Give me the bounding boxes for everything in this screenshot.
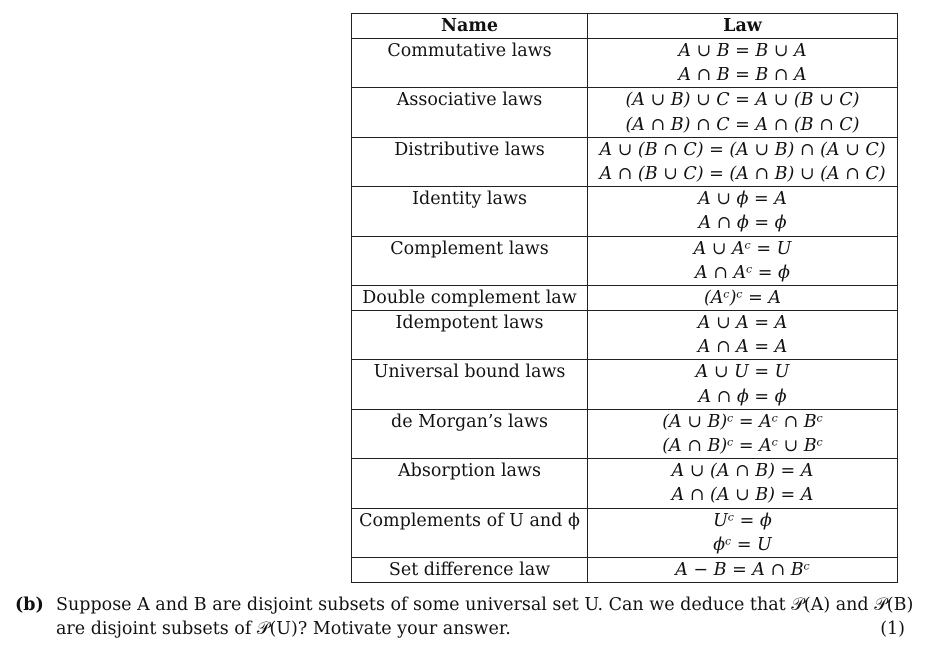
law-formula: A ∩ (B ∪ C) = (A ∩ B) ∪ (A ∩ C) xyxy=(599,163,886,184)
law-formula: A ∪ ϕ = A xyxy=(698,189,787,210)
law-formula-cell xyxy=(588,508,898,557)
law-name-cell: de Morgan’s laws xyxy=(352,409,588,458)
law-formula: A ∪ B = B ∪ A xyxy=(678,41,807,61)
law-formula: A ∪ U = U xyxy=(695,362,790,383)
table-row xyxy=(352,557,898,582)
law-formula: A ∩ (A ∪ B) = A xyxy=(671,485,814,506)
table-body xyxy=(352,39,898,583)
table-row xyxy=(352,508,898,557)
table-row xyxy=(352,409,898,458)
law-formula-cell xyxy=(588,236,898,285)
name-column-header: Name xyxy=(352,14,588,39)
law-name-cell: Idempotent laws xyxy=(352,311,588,360)
question-text-line-1: Suppose A and B are disjoint subsets of some universal set U. Can we deduce that 𝒫(A) and 𝒫(B) xyxy=(56,595,914,615)
law-formula: (Aᶜ)ᶜ = A xyxy=(703,287,782,308)
law-formula-cell xyxy=(588,187,898,236)
law-name-cell: Set difference law xyxy=(352,557,588,582)
law-formula: Uᶜ = ϕ xyxy=(713,510,772,531)
law-name-cell: Absorption laws xyxy=(352,459,588,508)
law-formula: (A ∩ B) ∩ C = A ∩ (B ∩ C) xyxy=(625,114,860,135)
law-formula: A ∩ A = A xyxy=(697,337,788,358)
law-name-cell: Complement laws xyxy=(352,236,588,285)
table-header-row xyxy=(352,14,898,39)
law-formula: ϕᶜ = U xyxy=(713,534,772,555)
law-formula-cell xyxy=(588,137,898,186)
law-formula: A ∪ Aᶜ = U xyxy=(693,238,792,259)
law-formula: A ∩ ϕ = ϕ xyxy=(698,386,787,407)
law-name-cell: Complements of U and ϕ xyxy=(352,508,588,557)
table-row xyxy=(352,360,898,409)
question-text-line-2: are disjoint subsets of 𝒫(U)? Motivate your answer. xyxy=(56,619,511,639)
table-row xyxy=(352,39,898,88)
law-formula-cell xyxy=(588,311,898,360)
question-label: (b) xyxy=(15,595,44,615)
law-formula: A ∪ A = A xyxy=(697,313,788,334)
law-formula: (A ∩ B)ᶜ = Aᶜ ∪ Bᶜ xyxy=(662,436,823,456)
law-formula: (A ∪ B) ∪ C = A ∪ (B ∪ C) xyxy=(625,90,860,111)
law-column-header: Law xyxy=(588,14,898,39)
table-row xyxy=(352,137,898,186)
set-laws-table xyxy=(351,13,898,583)
table-row xyxy=(352,187,898,236)
table-row xyxy=(352,236,898,285)
question-marks: (1) xyxy=(880,619,905,639)
law-formula: A − B = A ∩ Bᶜ xyxy=(675,559,810,580)
law-formula-cell xyxy=(588,459,898,508)
law-name-cell: Double complement law xyxy=(352,285,588,310)
law-name-cell: Distributive laws xyxy=(352,137,588,186)
law-formula-cell xyxy=(588,285,898,310)
law-name-cell: Identity laws xyxy=(352,187,588,236)
law-formula-cell xyxy=(588,409,898,458)
law-formula: A ∩ B = B ∩ A xyxy=(678,65,807,86)
table-row xyxy=(352,311,898,360)
law-formula: A ∩ Aᶜ = ϕ xyxy=(695,262,790,283)
table-row xyxy=(352,285,898,310)
table-row xyxy=(352,88,898,137)
law-formula: (A ∪ B)ᶜ = Aᶜ ∩ Bᶜ xyxy=(662,411,823,432)
law-formula: A ∪ (A ∩ B) = A xyxy=(671,461,814,482)
law-formula-cell xyxy=(588,39,898,88)
law-formula: A ∩ ϕ = ϕ xyxy=(698,213,787,234)
law-formula-cell xyxy=(588,360,898,409)
law-formula-cell xyxy=(588,88,898,137)
law-name-cell: Associative laws xyxy=(352,88,588,137)
law-name-cell: Universal bound laws xyxy=(352,360,588,409)
law-formula-cell xyxy=(588,557,898,582)
table-row xyxy=(352,459,898,508)
law-formula: A ∪ (B ∩ C) = (A ∪ B) ∩ (A ∪ C) xyxy=(599,139,886,160)
law-name-cell: Commutative laws xyxy=(352,39,588,88)
